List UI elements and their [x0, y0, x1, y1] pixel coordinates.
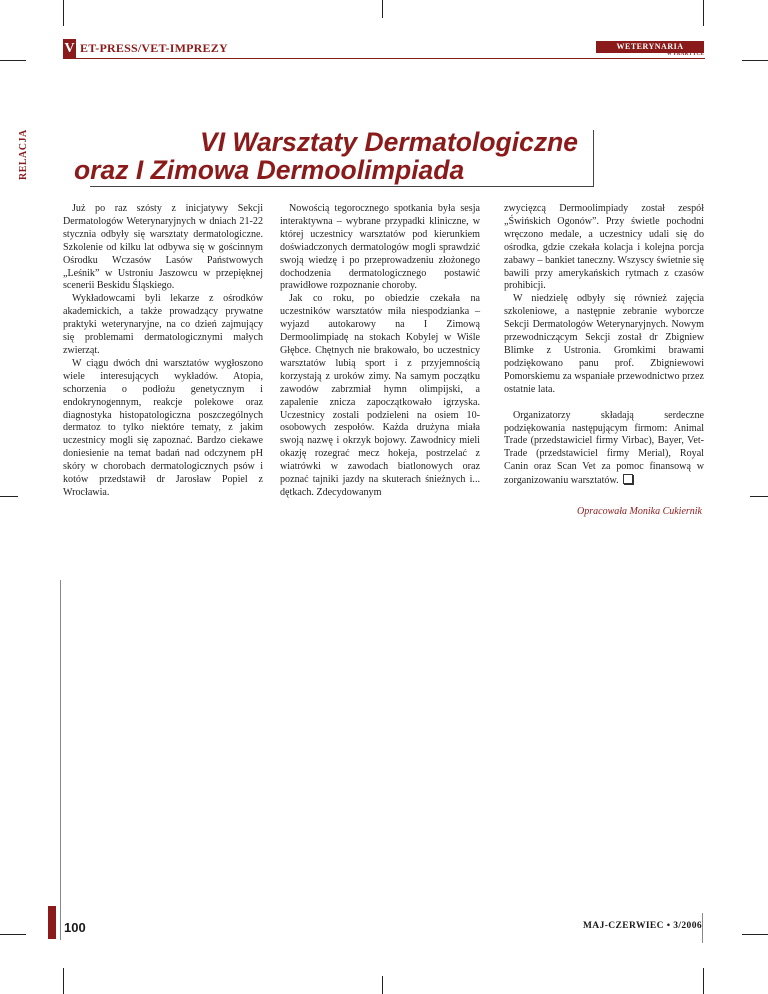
crop-mark — [63, 968, 64, 994]
end-mark-icon — [623, 474, 633, 484]
paragraph: Nowością tegorocznego spotkania była sesja interaktywna – wybrane przypadki kliniczne, w której uczestnicy warsztatów pod kierunkiem doświadczonych dermatologów mogli sprawdzić swoją wiedzę i po przeprowadzeniu złożonego dochodzenia dermatologicznego postawić prawidłowe rozpoznanie choroby. — [280, 203, 480, 292]
magazine-logo-subtitle: W PRAKTYCE — [666, 52, 704, 57]
article-author: Opracowała Monika Cukiernik — [577, 506, 702, 517]
article-title-line1: VI Warsztaty Dermatologiczne — [200, 127, 578, 157]
article-column-2 — [280, 203, 480, 500]
footer-bar — [48, 906, 56, 939]
paragraph: W ciągu dwóch dni warsztatów wygłoszono wiele interesujących wykładów. Atopia, schorzenia o podłożu genetycznym i endokrynogennym, reakcje polekowe oraz diagnostyka histopatologiczna poszczególnych dermatoz to tylko niektóre tematy, z jakim uczestnicy mogli się zapoznać. Bardzo ciekawe doniesienie na temat badań nad odczynem pH skóry w chorobach dermatologicznych psów i kotów przedstawił dr Jarosław Popiel z Wrocławia. — [63, 357, 263, 498]
crop-mark — [63, 0, 64, 26]
crop-mark — [703, 968, 704, 994]
section-label: RELACJA — [18, 129, 29, 180]
crop-mark — [0, 934, 26, 935]
magazine-logo: WETERYNARIA — [596, 41, 704, 53]
paragraph: Jak co roku, po obiedzie czekała na uczestników warsztatów miła niespodzianka – wyjazd autokarowy na I Zimową Dermoolimpiadę na stokach Kobylej w Wiśle Głębce. Chętnych nie brakowało, bo uczestnicy warsztatów lubią sport i z przyjemnością korzystają z uroków zimy. Na samym początku zawodów zabrzmiał hymn olimpijski, a zapalenie znicza zapoczątkowało igrzyska. Uczestnicy zostali podzieleni na osiem 10-osobowych zespołów. Każda drużyna miała swoją nazwę i okrzyk bojowy. Zawodnicy mieli okazję rozegrać mecz hokeja, postrzelać z wiatrówki w zawodach biatlonowych oraz poznać tajniki jazdy na skuterach śnieżnych i... dętkach. Zdecydowanym — [280, 293, 480, 498]
crop-mark — [742, 934, 768, 935]
header-rule — [63, 58, 705, 59]
article-column-1 — [63, 203, 263, 500]
crop-mark — [382, 976, 383, 994]
crop-mark — [742, 60, 768, 61]
paragraph: Wykładowcami byli lekarze z ośrodków akademickich, a także prowadzący prywatne praktyki weterynaryjne, na co dzień zajmujący się problemami dermatologicznymi małych zwierząt. — [63, 293, 263, 356]
article-column-3 — [504, 203, 704, 488]
crop-mark — [750, 496, 768, 497]
page-number: 100 — [64, 920, 86, 935]
paragraph: Już po raz szósty z inicjatywy Sekcji Dermatologów Weterynaryjnych w dniach 21-22 stycznia odbyły się warsztaty dermatologiczne. Szkolenie od kilku lat odbywa się w gościnnym Ośrodku Wczasów Lasów Państwowych „Leśnik” w Ustroniu Jaszowcu w przepięknej scenerii Beskidu Śląskiego. — [63, 203, 263, 292]
header-letter: V — [64, 41, 75, 56]
article-title-line2: oraz I Zimowa Dermoolimpiada — [74, 155, 465, 185]
crop-mark — [382, 0, 383, 18]
paragraph: zwycięzcą Dermoolimpiady został zespół „Świńskich Ogonów”. Przy świetle pochodni wręczono medale, a uczestnicy udali się do ośrodka, gdzie czekała kolacja i kolejna porcja zabawy – bankiet taneczny. Wszyscy świetnie się bawili przy amerykańskich rytmach z czasów prohibicji. — [504, 203, 704, 292]
article-title — [72, 128, 592, 184]
title-rule-horizontal — [90, 186, 594, 187]
crop-mark — [0, 60, 26, 61]
crop-mark — [0, 496, 18, 497]
crop-mark — [703, 0, 704, 26]
title-rule-vertical — [593, 130, 594, 186]
footer-rule — [60, 580, 61, 940]
paragraph-thanks-text: Organizatorzy składają serdeczne podziękowania następującym firmom: Animal Trade (przedstawiciel firmy Virbac), Bayer, Vet-Trade (przedstawiciel firmy Merial), Royal Canin oraz Scan Vet za pomoc finansową w zorganizowaniu warsztatów. — [504, 409, 704, 487]
footer-rule-right — [702, 913, 703, 943]
issue-label: MAJ-CZERWIEC • 3/2006 — [582, 921, 702, 931]
paragraph: W niedzielę odbyły się również zajęcia szkoleniowe, a następnie zebranie wyborcze Sekcji Dermatologów Weterynaryjnych. Nowym przewodniczącym Sekcji został dr Zbigniew Blimke z Ustronia. Gromkimi brawami podziękowano panu prof. Zbigniewowi Pomorskiemu za wspaniałe przewodnictwo przez ostatnie lata. — [504, 293, 704, 395]
header-title: ET-PRESS/VET-IMPREZY — [80, 41, 228, 55]
paragraph-thanks — [504, 410, 704, 488]
